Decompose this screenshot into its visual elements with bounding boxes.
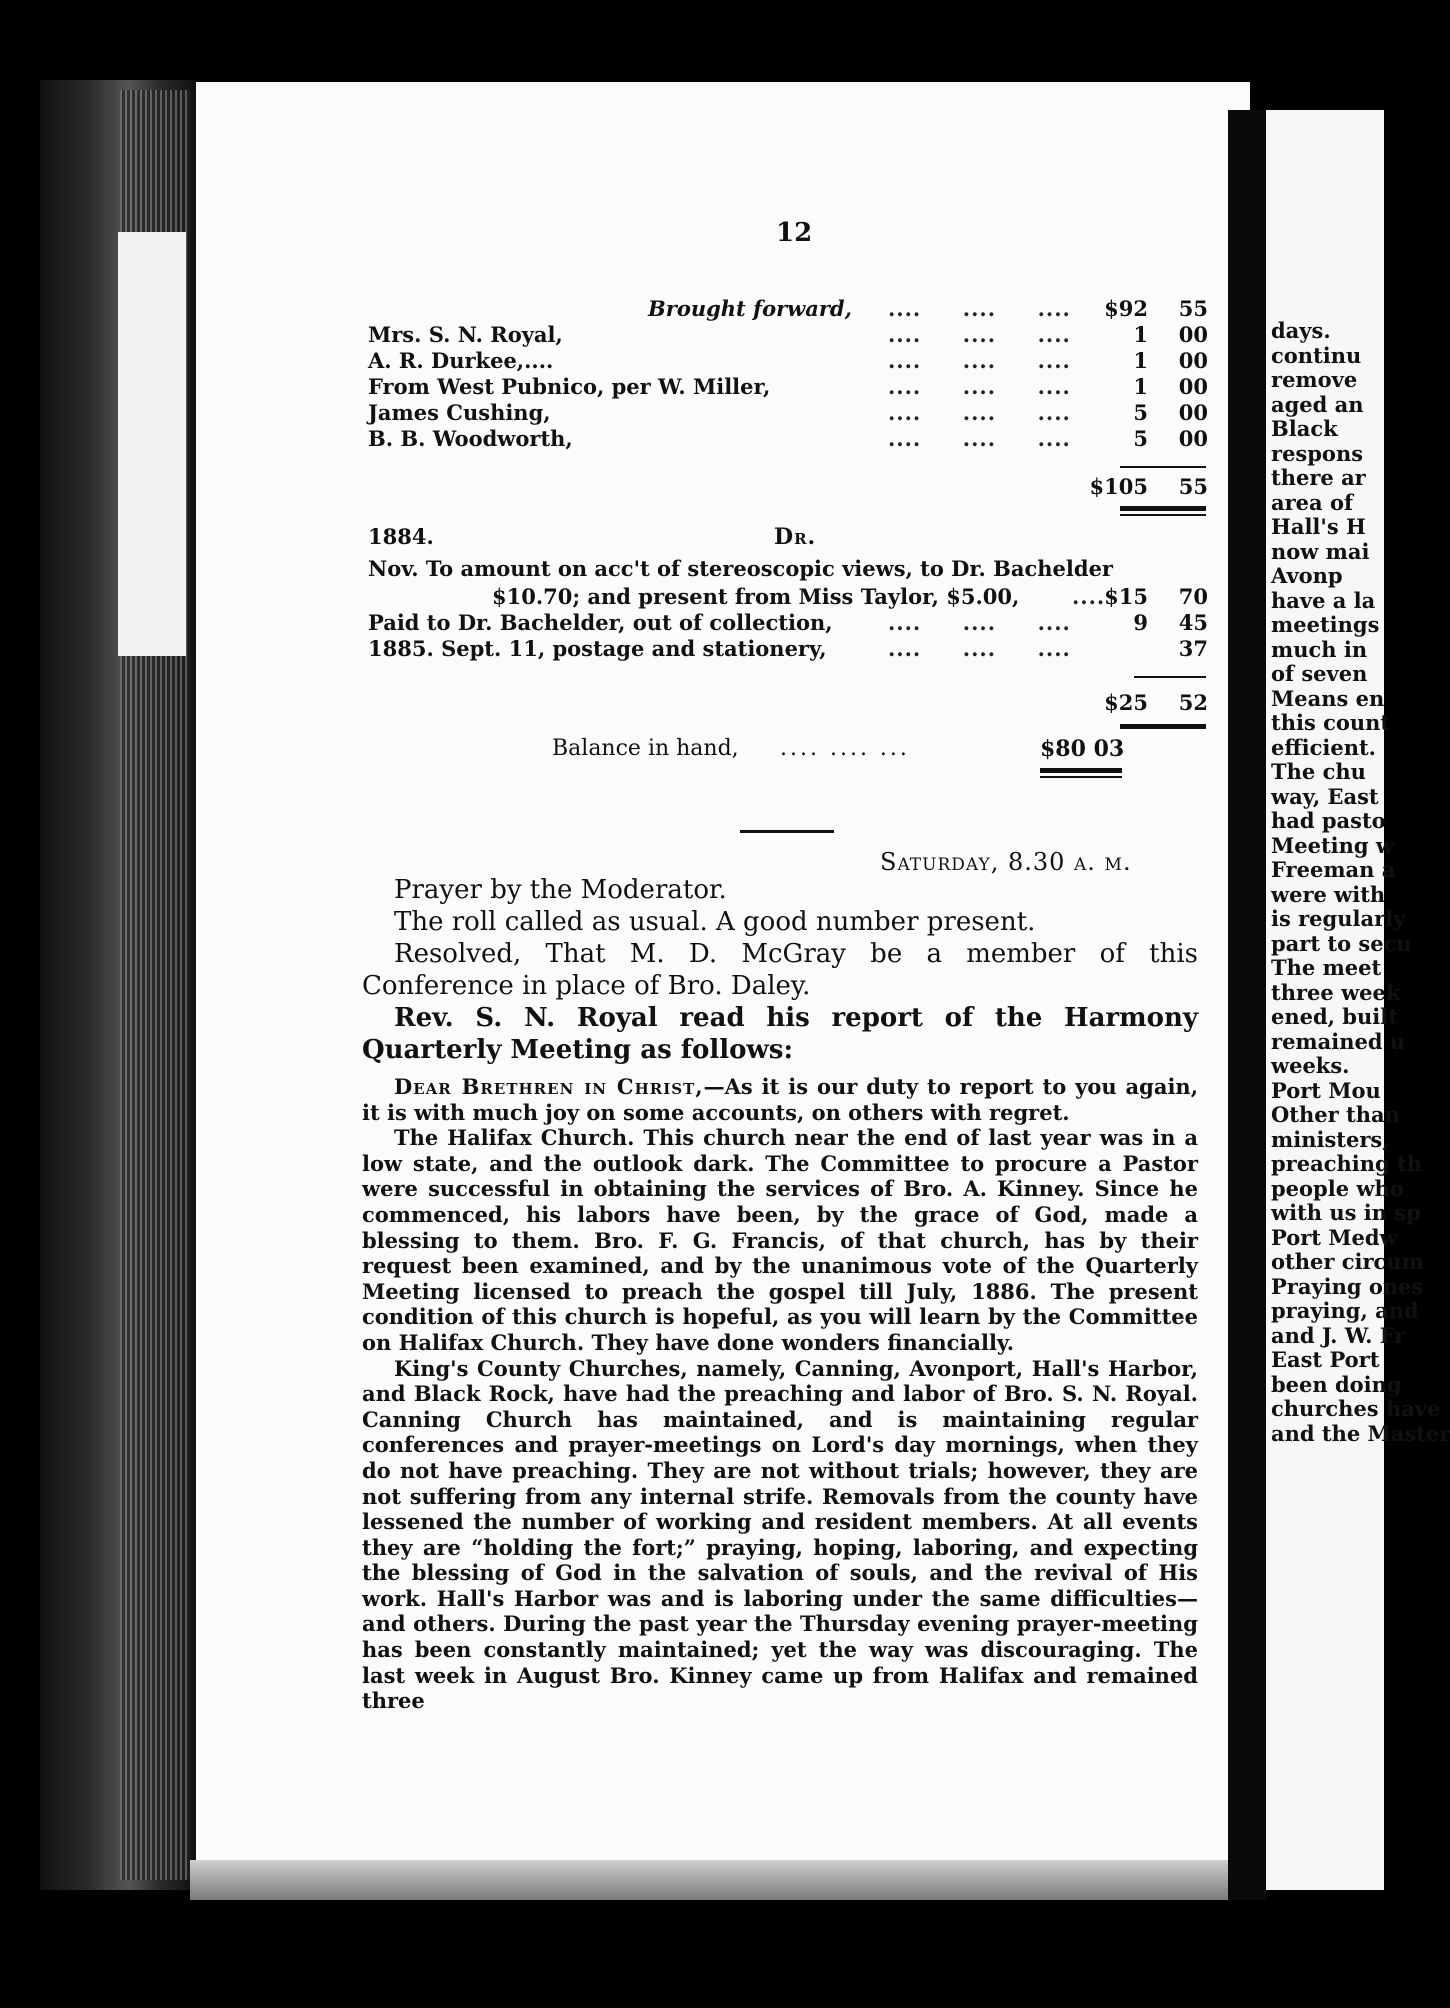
sum-rule <box>1120 466 1206 468</box>
ledger-entry-name: Mrs. S. N. Royal, <box>368 322 563 347</box>
leader-dots: .... .... .... <box>888 400 1071 425</box>
ledger-entry-name: B. B. Woodworth, <box>368 426 573 451</box>
facing-page-line: Meeting w <box>1271 832 1394 858</box>
facing-page-line: with us in sp <box>1271 1200 1421 1225</box>
leader-dots: .... .... .... <box>888 636 1071 661</box>
facing-page-line: Hall's H <box>1271 514 1366 539</box>
facing-page-line: and J. W. Fr <box>1271 1322 1406 1348</box>
facing-page-line: Means en <box>1271 685 1385 711</box>
leader-dots: .... .... .... <box>888 426 1071 451</box>
report-kings-county: King's County Churches, namely, Canning, Avonport, Hall's Harbor, and Black Rock, have had the preaching and labor of Bro. S. N. Royal. Canning Church has maintained, and is maintaining regular conferences and prayer-meetings on Lord's day mornings, when they do not have preaching. They are not without trials; however, they are not suffering from any internal strife. Removals from the county have lessened the number of working and resident members. At all events they are “holding the fort;” praying, hoping, laboring, and expecting the blessing of God in the salvation of souls, and the revival of His work. Hall's Harbor was and is laboring under the same difficulties—and others. During the past year the Thursday evening prayer-meeting has been constantly maintained; yet the way was discouraging. The last week in August Bro. Kinney came up from Halifax and remained three <box>362 1355 1198 1714</box>
debit-sept-row <box>368 636 1208 664</box>
ledger-entry <box>368 322 1208 350</box>
total-cents: 52 <box>1178 690 1208 715</box>
report-opening-text: —As it is our duty to report to you again, it is with much joy on some accounts, on others with regret. <box>362 1074 1198 1125</box>
facing-page-line: Freeman a <box>1271 857 1396 882</box>
ledger-entry-name: From West Pubnico, per W. Miller, <box>368 374 771 399</box>
facing-page-line: efficient. <box>1271 734 1376 760</box>
ledger-total <box>368 474 1208 502</box>
facing-page-line: Other than <box>1271 1102 1400 1127</box>
leader-dots: .... .... .... <box>888 296 1071 321</box>
ledger-brought-forward <box>368 296 1208 324</box>
balance-amount: $80 03 <box>1040 736 1125 762</box>
facing-page-line: there ar <box>1271 465 1366 490</box>
facing-page-line: Port Mou <box>1271 1077 1381 1103</box>
total-rule-2 <box>1120 514 1206 516</box>
facing-page-line: Black <box>1271 416 1338 441</box>
page-gutter <box>1228 110 1266 1900</box>
facing-page-line: three week <box>1271 979 1401 1005</box>
total-dollars: $25 <box>1104 690 1148 715</box>
facing-page <box>1266 110 1450 1890</box>
facing-page-line: part to secu <box>1271 930 1412 956</box>
amount-dollars: 5 <box>1133 426 1148 451</box>
ledger-entry-name: A. R. Durkee,.... <box>368 348 554 373</box>
amount-dollars: 1 <box>1133 348 1148 373</box>
facing-page-line: had pasto <box>1271 808 1386 833</box>
facing-page-line: this count <box>1271 710 1391 735</box>
amount-cents: 00 <box>1178 322 1208 347</box>
amount-cents: 55 <box>1178 296 1208 321</box>
facing-page-line: ened, built <box>1271 1004 1398 1029</box>
minute-prayer: Prayer by the Moderator. <box>394 875 727 905</box>
facing-page-line: The chu <box>1271 759 1366 784</box>
report-halifax: The Halifax Church. This church near the end of last year was in a low state, and the outlook dark. The Committee to procure a Pastor were successful in obtaining the services of Bro. A. Kinney. Since he commenced, his labors have been, by the grace of God, made a blessing to them. Bro. F. G. Francis, of that church, has by their request been examined, and by the unanimous vote of the Quarterly Meeting licensed to preach the gospel till July, 1886. The present condition of this church is hopeful, as you will learn by the Committee on Halifax Church. They have done wonders financially. <box>362 1125 1198 1355</box>
ledger-entry <box>368 348 1208 376</box>
amount-cents: 37 <box>1178 636 1208 661</box>
amount-cents: 00 <box>1178 400 1208 425</box>
debit-year: 1884. <box>368 524 434 549</box>
amount-dollars: 5 <box>1133 400 1148 425</box>
facing-page-line: remained u <box>1271 1028 1406 1054</box>
leader-dots: .... .... .... <box>888 322 1071 347</box>
facing-page-line: were with <box>1271 881 1386 907</box>
facing-page-line: Praying ones <box>1271 1273 1424 1299</box>
ledger-entry <box>368 374 1208 402</box>
paper-bookmark <box>118 232 186 656</box>
page-number: 12 <box>776 218 813 248</box>
facing-page-line: of seven <box>1271 661 1368 686</box>
amount-dollars: 9 <box>1133 610 1148 635</box>
minute-resolved: Resolved, That M. D. McGray be a member of this Conference in place of Bro. Daley. <box>362 939 1198 1001</box>
leader-dots: .... .... .... <box>888 610 1071 635</box>
section-divider <box>740 830 834 833</box>
facing-page-line: meetings <box>1271 612 1380 637</box>
facing-page-line: ministers, <box>1271 1126 1390 1152</box>
facing-page-line: praying, and <box>1271 1298 1419 1323</box>
facing-page-line: people who <box>1271 1175 1404 1201</box>
facing-page-line: Avonp <box>1271 563 1343 588</box>
leader-dots: .... .... .... <box>888 374 1071 399</box>
total-rule <box>1120 506 1206 511</box>
amount-cents: 70 <box>1178 584 1208 609</box>
total-dollars: $105 <box>1089 474 1148 499</box>
facing-page-line: and the Master <box>1271 1420 1450 1446</box>
facing-page-line: remove <box>1271 367 1358 392</box>
brought-forward-label: Brought forward, <box>648 296 852 321</box>
minute-roll: The roll called as usual. A good number present. <box>394 907 1036 937</box>
facing-page-line: have a la <box>1271 587 1376 613</box>
facing-page-line: weeks. <box>1271 1053 1350 1078</box>
balance-rule <box>1040 768 1122 773</box>
facing-page-line: much in <box>1271 636 1368 662</box>
debit-nov-detail: $10.70; and present from Miss Taylor, $5.00, <box>492 584 1020 609</box>
total-rule <box>1120 724 1206 729</box>
amount-cents: 00 <box>1178 374 1208 399</box>
ledger-entry <box>368 400 1208 428</box>
facing-page-line: churches have <box>1271 1396 1441 1421</box>
report-salutation: Dear Brethren in Christ, <box>394 1074 704 1099</box>
leader-dots: .... .... .... <box>888 348 1071 373</box>
minute-report-intro: Rev. S. N. Royal read his report of the Harmony Quarterly Meeting as follows: <box>362 1003 1198 1065</box>
debit-paid-label: Paid to Dr. Bachelder, out of collection, <box>368 610 833 635</box>
report-opening <box>362 1074 1198 1125</box>
amount-cents: 00 <box>1178 348 1208 373</box>
debit-nov-amount-row <box>368 584 1208 612</box>
amount-dollars: $15 <box>1104 584 1148 609</box>
minutes-block <box>362 874 1198 1714</box>
amount-dollars: 1 <box>1133 374 1148 399</box>
facing-page-line: continu <box>1271 342 1362 368</box>
facing-page-line: other circum <box>1271 1249 1424 1274</box>
amount-dollars: 1 <box>1133 322 1148 347</box>
debit-sept-label: 1885. Sept. 11, postage and stationery, <box>368 636 827 661</box>
facing-page-line: been doing <box>1271 1371 1402 1397</box>
balance-label: Balance in hand, <box>552 736 739 761</box>
debit-nov-line: Nov. To amount on acc't of stereoscopic views, to Dr. Bachelder <box>368 556 1113 581</box>
facing-page-line: The meet <box>1271 955 1382 980</box>
total-cents: 55 <box>1178 474 1208 499</box>
amount-dollars: $92 <box>1104 296 1148 321</box>
ledger-entry-name: James Cushing, <box>368 400 551 425</box>
leader-dots: .... <box>1072 584 1106 609</box>
facing-page-line: Port Medw <box>1271 1224 1398 1250</box>
balance-rule-2 <box>1040 776 1122 778</box>
leader-dots: .... .... ... <box>780 736 910 761</box>
amount-cents: 00 <box>1178 426 1208 451</box>
page-bottom-edge <box>190 1860 1250 1900</box>
facing-page-line: way, East <box>1271 783 1379 809</box>
facing-page-line: preaching th <box>1271 1151 1422 1176</box>
sum-rule <box>1134 676 1206 678</box>
facing-page-line: area of <box>1271 489 1353 515</box>
debit-heading: Dr. <box>774 524 817 550</box>
facing-page-line: respons <box>1271 440 1364 466</box>
debit-total <box>368 690 1208 718</box>
facing-page-line: days. <box>1271 318 1331 343</box>
ledger-entry <box>368 426 1208 454</box>
session-heading: Saturday, 8.30 a. m. <box>880 848 1132 876</box>
amount-cents: 45 <box>1178 610 1208 635</box>
facing-page-line: East Port <box>1271 1347 1380 1372</box>
facing-page-line: now mai <box>1271 538 1370 564</box>
debit-paid-row <box>368 610 1208 638</box>
facing-page-line: is regularly <box>1271 906 1406 931</box>
facing-page-line: aged an <box>1271 391 1364 417</box>
